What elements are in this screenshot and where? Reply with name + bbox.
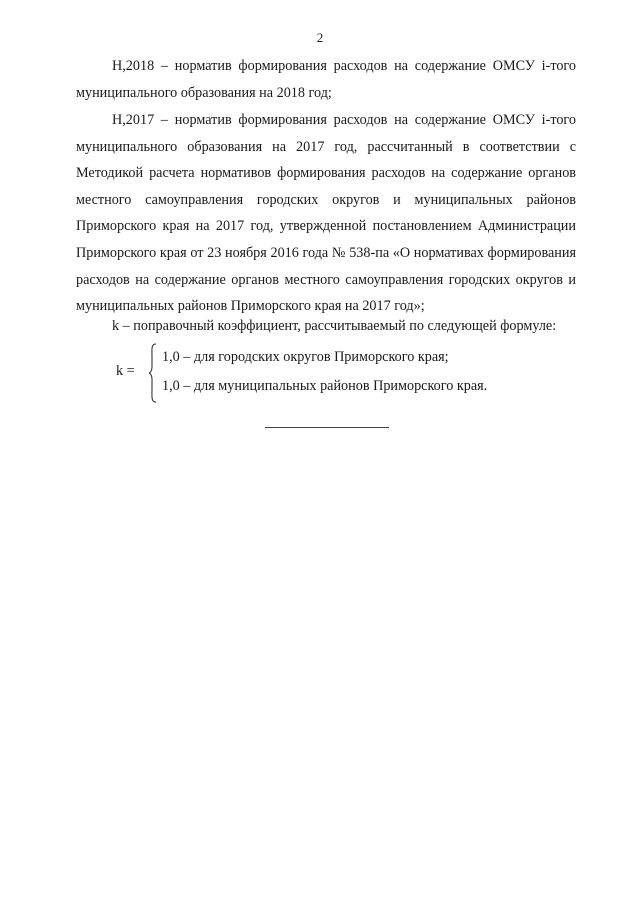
k-formula [116, 345, 576, 407]
end-divider [265, 427, 389, 428]
page-number: 2 [316, 30, 324, 45]
paragraph-k-definition: k – поправочный коэффициент, рассчитываемый по следующей формуле: [112, 318, 557, 334]
formula-lhs: k = [116, 363, 135, 379]
formula-case-city-districts: 1,0 – для городских округов Приморского края; [162, 349, 449, 365]
paragraph-n2018-definition: Н,2018 – норматив формирования расходов на содержание ОМСУ i-того муниципального образования на 2018 год; [76, 58, 576, 101]
formula-case-municipal-regions: 1,0 – для муниципальных районов Приморского края. [162, 378, 488, 394]
paragraph-n2017-definition: Н,2017 – норматив формирования расходов на содержание ОМСУ i-того муниципального образования на 2017 год, рассчитанный в соответствии с Методикой расчета нормативов формирования расходов на содержание органов местного самоуправления городских округов и муниципальных районов Приморского края на 2017 год, утвержденной постановлением Администрации Приморского края от 23 ноября 2016 года № 538-па «О нормативах формирования расходов на содержание органов местного самоуправления городских округов и муниципальных районов Приморского края на 2017 год»; [76, 112, 576, 315]
left-brace-icon [148, 343, 158, 403]
